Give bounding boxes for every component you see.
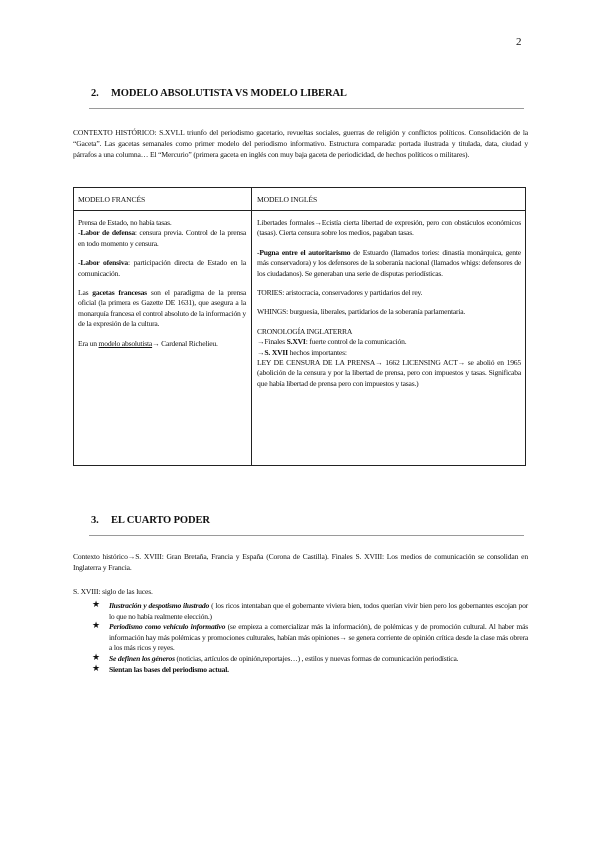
section-2-title: MODELO ABSOLUTISTA VS MODELO LIBERAL — [111, 88, 347, 99]
section-2-rule — [89, 108, 524, 109]
chron2-a: → — [257, 347, 265, 357]
chron3: LEY DE CENSURA DE LA PRENSA→ 1662 LICENSING ACT→ se abolió en 1965 (abolición de la censura y por la libertad de prensa, pero con impuestos y tasas. Significaba que había libertad de prensa pero con impuestos y tasas.) — [257, 358, 521, 388]
ingles-p2-bold: -Pugna entre el autoritarismo — [257, 247, 351, 257]
section-3-bullet-list — [92, 600, 528, 675]
star-bullet-icon: ★ — [92, 621, 100, 632]
chronology-title: CRONOLOGÍA INGLATERRA — [257, 326, 353, 336]
context-label: CONTEXTO HISTÓRICO: — [73, 128, 157, 137]
modelo-ingles-cell — [257, 218, 521, 389]
section-3-number: 3. — [91, 515, 99, 526]
chron1-a: →Finales — [257, 337, 287, 347]
star-bullet-icon: ★ — [92, 600, 100, 610]
bullet-1-rest: ( los ricos intentaban que el gobernante viviera bien, todos querían vivir bien pero los gobernantes escojan por lo que no había realmente elección.) — [109, 601, 528, 621]
bullet-2-bold: Periodismo como vehículo informativo — [109, 622, 226, 632]
frances-p4-rest: → Cardenal Richelieu. — [152, 338, 218, 348]
star-bullet-icon: ★ — [92, 663, 100, 674]
chron1-rest: : fuerte control de la comunicación. — [305, 337, 407, 347]
section-3-heading — [91, 515, 210, 526]
list-item — [92, 621, 528, 654]
comparison-table — [73, 187, 526, 466]
star-bullet-icon: ★ — [92, 652, 100, 663]
frances-p2-rest: : participación directa de Estado en la comunicación. — [78, 258, 247, 278]
bullet-1-bold: Ilustración y despotismo ilustrado — [109, 601, 210, 610]
frances-p4-underline: modelo absolutista — [98, 338, 153, 348]
frances-p1-rest: : censura previa. Control de la prensa en todo momento y censura. — [78, 228, 246, 248]
chron1-bold: S.XVI — [286, 337, 306, 347]
frances-p2-bold: -Labor ofensiva — [78, 258, 129, 268]
section-3-context: Contexto histórico→S. XVIII: Gran Bretaña, Francia y España (Corona de Castilla). Finales S. XVIII: Los medios de comunicación se consolidan en Inglaterra y Francia. — [73, 552, 528, 573]
ingles-tories: TORIES: aristocracia, conservadores y partidarios del rey. — [257, 288, 423, 298]
header-modelo-ingles: MODELO INGLÉS — [257, 195, 318, 204]
frances-p4-a: Era un — [78, 338, 99, 348]
bullet-4-bold: Sientan las bases del periodismo actual. — [109, 664, 229, 674]
frances-p3-bold: gacetas francesas — [92, 288, 147, 298]
ingles-p1: Libertades formales→Ecistía cierta libertad de expresión, pero con obstáculos económicos (tasas). Cierta censura sobre los medios, pagaban tasas. — [257, 218, 521, 238]
section-3-title: EL CUARTO PODER — [111, 515, 210, 526]
section-3-rule — [89, 535, 524, 536]
section-2-heading — [91, 88, 347, 99]
bullet-3-bold: Se definen los géneros — [109, 653, 175, 663]
bullet-2-rest: (se empieza a comercializar más la información), de polémicas y de promoción cultural. Al haber más información hay más polémicas y promociones culturales, habían más opiniones→ se genera corriente de opinión crítica desde la clase más obrera a los más ricos y reyes. — [109, 622, 528, 653]
page-number: 2 — [516, 36, 522, 48]
chron2-bold: S. XVII — [264, 347, 288, 357]
frances-p1-line: Prensa de Estado, no había tasas. — [78, 218, 172, 227]
bullet-3-rest: (noticias, artículos de opinión,reportajes…) , estilos y nuevas formas de comunicación periodística. — [174, 653, 459, 663]
section-2-context — [73, 127, 528, 161]
frances-p3-a: Las — [78, 288, 93, 298]
ingles-whings: WHINGS: burguesía, liberales, partidarios de la soberanía parlamentaria. — [257, 307, 466, 317]
list-item — [92, 652, 528, 665]
frances-p1-bold: -Labor de defensa — [78, 228, 135, 238]
list-item — [92, 663, 528, 676]
section-3-intro: S. XVIII: siglo de las luces. — [73, 587, 153, 596]
section-2-number: 2. — [91, 88, 99, 99]
ingles-p2-rest: de Estuardo (llamados tories: dinastía monárquica, gente más conservadora) y los defensores de la soberanía nacional (llamados whigs: defensores de los ciudadanos). Se generaban una serie de disputas periodísticas. — [257, 247, 521, 278]
table-column-divider — [251, 188, 252, 465]
header-modelo-frances: MODELO FRANCÉS — [78, 195, 146, 204]
modelo-frances-cell — [78, 218, 246, 358]
frances-p3-rest: son el paradigma de la prensa oficial (la primera es Gazette DE 1631), que asegura a la monarquía francesa el control absoluto de la información y de la expresión de la cultura. — [78, 288, 246, 329]
list-item — [92, 600, 528, 622]
chron2-rest: hechos importantes: — [287, 347, 347, 357]
context-text: S.XVLL triunfo del periodismo gacetario, revueltas sociales, guerras de religión y conflictos políticos. Consolidación de la “Gaceta”. Las gacetas semanales como primer modelo del periodismo informativo. Estructura comparada: portada ilustrada y titulada, data, ciudad y párrafos a una columna… El “Mercurio” (primera gaceta en inglés con muy baja gaceta de periodicidad, de hechos políticos o militares). — [73, 128, 528, 160]
